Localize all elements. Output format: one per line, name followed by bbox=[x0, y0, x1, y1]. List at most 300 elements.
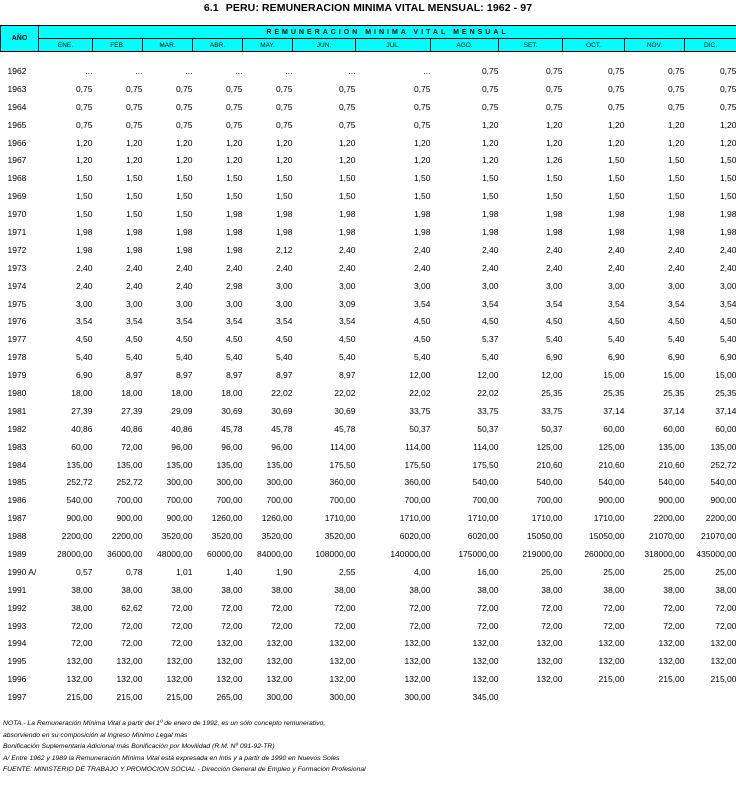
year-cell: 1995 bbox=[7, 656, 27, 667]
value-cell: 72,00 bbox=[121, 620, 143, 631]
value-cell: 1,98 bbox=[75, 226, 93, 237]
value-cell: 1,50 bbox=[338, 173, 356, 184]
value-cell: 1,98 bbox=[225, 226, 243, 237]
value-cell: 132,00 bbox=[266, 674, 293, 685]
value-cell: 40,86 bbox=[71, 423, 93, 434]
year-cell: 1982 bbox=[7, 423, 27, 434]
value-cell: 210,60 bbox=[658, 459, 685, 470]
value-cell: 1,50 bbox=[667, 173, 685, 184]
year-cell: 1974 bbox=[7, 280, 27, 291]
value-cell: 3,00 bbox=[719, 280, 736, 291]
value-cell: 215,00 bbox=[598, 674, 625, 685]
value-cell: 1,20 bbox=[413, 155, 431, 166]
value-cell: 4,50 bbox=[719, 316, 736, 327]
value-cell: 1,90 bbox=[275, 566, 293, 577]
year-cell: 1971 bbox=[7, 226, 27, 237]
value-cell: 5,40 bbox=[667, 334, 685, 345]
value-cell: 1,98 bbox=[413, 226, 431, 237]
value-cell: 38,00 bbox=[334, 584, 356, 595]
value-cell: 900,00 bbox=[166, 513, 193, 524]
value-cell: 27,39 bbox=[121, 405, 143, 416]
value-cell: 1,98 bbox=[125, 226, 143, 237]
value-cell: 50,37 bbox=[541, 423, 563, 434]
value-cell: 3,54 bbox=[338, 316, 356, 327]
table-row bbox=[1, 688, 736, 706]
year-cell: 1983 bbox=[7, 441, 27, 452]
value-cell: ... bbox=[85, 65, 93, 76]
table-row bbox=[1, 348, 736, 366]
value-cell: 1,50 bbox=[125, 209, 143, 220]
value-cell: 132,00 bbox=[216, 656, 243, 667]
value-cell: 3,54 bbox=[75, 316, 93, 327]
value-cell: 8,97 bbox=[125, 370, 143, 381]
value-cell: 38,00 bbox=[409, 584, 431, 595]
value-cell: 1,40 bbox=[225, 566, 243, 577]
table-row bbox=[1, 670, 736, 688]
value-cell: 132,00 bbox=[66, 674, 93, 685]
year-cell: 1993 bbox=[7, 620, 27, 631]
year-cell: 1963 bbox=[7, 83, 27, 94]
value-cell: 5,40 bbox=[481, 352, 499, 363]
value-cell: 300,00 bbox=[166, 477, 193, 488]
table-row bbox=[1, 635, 736, 653]
value-cell: 38,00 bbox=[663, 584, 685, 595]
value-cell: 22,02 bbox=[271, 387, 293, 398]
value-cell: 132,00 bbox=[658, 656, 685, 667]
table-row bbox=[1, 187, 736, 205]
value-cell: 1,20 bbox=[75, 137, 93, 148]
value-cell: 700,00 bbox=[266, 495, 293, 506]
value-cell: 2,40 bbox=[125, 262, 143, 273]
value-cell: 2,40 bbox=[338, 244, 356, 255]
value-cell: 3,00 bbox=[338, 280, 356, 291]
value-cell: 300,00 bbox=[329, 692, 356, 703]
value-cell: 2,40 bbox=[719, 262, 736, 273]
value-cell bbox=[685, 688, 736, 706]
value-cell: 300,00 bbox=[266, 477, 293, 488]
value-cell: 540,00 bbox=[536, 477, 563, 488]
value-cell: 18,00 bbox=[121, 387, 143, 398]
value-cell: 0,75 bbox=[545, 101, 563, 112]
value-cell: 72,00 bbox=[603, 620, 625, 631]
value-cell: 40,86 bbox=[121, 423, 143, 434]
value-cell: 22,02 bbox=[334, 387, 356, 398]
value-cell: 0,75 bbox=[667, 101, 685, 112]
value-cell: 4,50 bbox=[275, 334, 293, 345]
value-cell: 0,75 bbox=[338, 83, 356, 94]
value-cell: 0,75 bbox=[175, 83, 193, 94]
value-cell: 2200,00 bbox=[61, 531, 93, 542]
value-cell: 60,00 bbox=[715, 423, 736, 434]
value-cell: 30,69 bbox=[271, 405, 293, 416]
table-row bbox=[1, 98, 736, 116]
value-cell: 318000,00 bbox=[644, 548, 685, 559]
table-row bbox=[1, 652, 736, 670]
value-cell: 135,00 bbox=[66, 459, 93, 470]
value-cell: 1,98 bbox=[667, 209, 685, 220]
value-cell: 252,72 bbox=[66, 477, 93, 488]
value-cell: ... bbox=[235, 65, 243, 76]
value-cell: 132,00 bbox=[472, 674, 499, 685]
value-cell: 1,50 bbox=[75, 209, 93, 220]
table-row bbox=[1, 62, 736, 80]
value-cell: 1,20 bbox=[175, 155, 193, 166]
value-cell: 3520,00 bbox=[324, 531, 356, 542]
value-cell: 135,00 bbox=[710, 441, 736, 452]
value-cell: 4,50 bbox=[338, 334, 356, 345]
value-cell: 6020,00 bbox=[467, 531, 499, 542]
value-cell: 132,00 bbox=[66, 656, 93, 667]
value-cell: 1,50 bbox=[719, 155, 736, 166]
value-cell: 3,54 bbox=[413, 298, 431, 309]
table-row bbox=[1, 223, 736, 241]
value-cell: 0,75 bbox=[607, 65, 625, 76]
value-cell: 540,00 bbox=[658, 477, 685, 488]
table-row bbox=[1, 527, 736, 545]
value-cell: 38,00 bbox=[171, 584, 193, 595]
table-row bbox=[1, 491, 736, 509]
table-row bbox=[1, 116, 736, 134]
value-cell: 72,00 bbox=[121, 441, 143, 452]
value-cell: 2,40 bbox=[125, 280, 143, 291]
value-cell: 45,78 bbox=[271, 423, 293, 434]
value-cell: 132,00 bbox=[166, 674, 193, 685]
value-cell: 1,50 bbox=[338, 191, 356, 202]
value-cell: 1,98 bbox=[719, 226, 736, 237]
month-header: FEB. bbox=[93, 39, 143, 52]
value-cell: 60,00 bbox=[603, 423, 625, 434]
value-cell: 2,40 bbox=[413, 244, 431, 255]
table-row bbox=[1, 420, 736, 438]
value-cell: 435000,00 bbox=[696, 548, 736, 559]
value-cell: 72,00 bbox=[121, 638, 143, 649]
value-cell: 37,14 bbox=[603, 405, 625, 416]
value-cell: 125,00 bbox=[536, 441, 563, 452]
value-cell: 132,00 bbox=[266, 656, 293, 667]
value-cell: 1,50 bbox=[175, 209, 193, 220]
footnotes bbox=[3, 718, 366, 776]
value-cell: 3,00 bbox=[125, 298, 143, 309]
value-cell: 25,35 bbox=[541, 387, 563, 398]
value-cell: 3,54 bbox=[667, 298, 685, 309]
value-cell: 1,50 bbox=[275, 173, 293, 184]
value-cell: 700,00 bbox=[329, 495, 356, 506]
value-cell: 2,98 bbox=[225, 280, 243, 291]
month-header: ENE. bbox=[39, 39, 93, 52]
value-cell: 5,40 bbox=[275, 352, 293, 363]
value-cell: 140000,00 bbox=[390, 548, 431, 559]
value-cell: 0,75 bbox=[481, 83, 499, 94]
value-cell: 114,00 bbox=[330, 441, 356, 452]
value-cell: 50,37 bbox=[409, 423, 431, 434]
value-cell: 108000,00 bbox=[315, 548, 356, 559]
value-cell: 6,90 bbox=[545, 352, 563, 363]
year-column-header: AÑO bbox=[1, 26, 39, 52]
value-cell: 18,00 bbox=[221, 387, 243, 398]
value-cell: 3,00 bbox=[413, 280, 431, 291]
year-cell: 1964 bbox=[7, 101, 27, 112]
value-cell: 900,00 bbox=[116, 513, 143, 524]
value-cell: 3,54 bbox=[607, 298, 625, 309]
value-cell: 6,90 bbox=[607, 352, 625, 363]
value-cell: 132,00 bbox=[536, 656, 563, 667]
value-cell: 4,50 bbox=[413, 334, 431, 345]
value-cell: 6,90 bbox=[719, 352, 736, 363]
value-cell: 132,00 bbox=[116, 656, 143, 667]
value-cell: 132,00 bbox=[404, 656, 431, 667]
value-cell: 252,72 bbox=[710, 459, 736, 470]
value-cell: 38,00 bbox=[477, 584, 499, 595]
value-cell: 2200,00 bbox=[705, 513, 736, 524]
value-cell: 3,00 bbox=[275, 298, 293, 309]
value-cell: 1,98 bbox=[545, 209, 563, 220]
value-cell: 15,00 bbox=[663, 370, 685, 381]
year-cell: 1979 bbox=[7, 370, 27, 381]
page-title bbox=[0, 2, 736, 14]
value-cell: 1,98 bbox=[175, 226, 193, 237]
value-cell: 40,86 bbox=[171, 423, 193, 434]
value-cell: 1,50 bbox=[225, 191, 243, 202]
value-cell: 132,00 bbox=[598, 638, 625, 649]
value-cell: 1,20 bbox=[481, 155, 499, 166]
value-cell: 72,00 bbox=[221, 620, 243, 631]
value-cell: 1710,00 bbox=[467, 513, 499, 524]
value-cell: 72,00 bbox=[715, 620, 736, 631]
value-cell: 12,00 bbox=[409, 370, 431, 381]
value-cell: 219000,00 bbox=[522, 548, 563, 559]
value-cell: 0,75 bbox=[125, 101, 143, 112]
value-cell: 135,00 bbox=[166, 459, 193, 470]
value-cell: 135,00 bbox=[266, 459, 293, 470]
value-cell: 60000,00 bbox=[207, 548, 243, 559]
value-cell: 0,78 bbox=[125, 566, 143, 577]
table-row bbox=[1, 366, 736, 384]
value-cell: 30,69 bbox=[334, 405, 356, 416]
value-cell: 2,40 bbox=[545, 262, 563, 273]
value-cell: 700,00 bbox=[472, 495, 499, 506]
value-cell: 25,00 bbox=[603, 566, 625, 577]
value-cell: 2,40 bbox=[481, 244, 499, 255]
value-cell: 132,00 bbox=[216, 638, 243, 649]
year-cell: 1968 bbox=[7, 173, 27, 184]
note-line: FUENTE: MINISTERIO DE TRABAJO Y PROMOCION SOCIAL - Dirección General de Empleo y Formación Profesional bbox=[3, 766, 366, 773]
value-cell: 0,75 bbox=[719, 65, 736, 76]
value-cell: 0,75 bbox=[667, 65, 685, 76]
value-cell: 3,09 bbox=[338, 298, 356, 309]
value-cell: 72,00 bbox=[334, 602, 356, 613]
value-cell: 1,98 bbox=[481, 226, 499, 237]
table-row bbox=[1, 277, 736, 295]
value-cell: 0,75 bbox=[413, 119, 431, 130]
month-header: MAY. bbox=[243, 39, 293, 52]
value-cell: 1,98 bbox=[413, 209, 431, 220]
table-row bbox=[1, 312, 736, 330]
value-cell: 1,20 bbox=[607, 119, 625, 130]
value-cell: 132,00 bbox=[116, 674, 143, 685]
year-cell: 1985 bbox=[7, 477, 27, 488]
value-cell: 38,00 bbox=[603, 584, 625, 595]
value-cell: 1,98 bbox=[125, 244, 143, 255]
value-cell: 1,98 bbox=[338, 226, 356, 237]
table-row bbox=[1, 563, 736, 581]
value-cell: 8,97 bbox=[275, 370, 293, 381]
value-cell: 4,50 bbox=[125, 334, 143, 345]
value-cell: 27,39 bbox=[71, 405, 93, 416]
value-cell: 2,40 bbox=[338, 262, 356, 273]
value-cell: 21070,00 bbox=[649, 531, 685, 542]
value-cell: 700,00 bbox=[166, 495, 193, 506]
value-cell: 1,98 bbox=[275, 209, 293, 220]
value-cell: 72,00 bbox=[541, 602, 563, 613]
value-cell: 15050,00 bbox=[589, 531, 625, 542]
value-cell: 132,00 bbox=[329, 674, 356, 685]
value-cell: 215,00 bbox=[116, 692, 143, 703]
year-cell: 1994 bbox=[7, 638, 27, 649]
value-cell: 2,12 bbox=[275, 244, 293, 255]
value-cell: 2,40 bbox=[607, 244, 625, 255]
month-header: MAR. bbox=[143, 39, 193, 52]
value-cell: 5,40 bbox=[338, 352, 356, 363]
note-line: A/ Entre 1962 y 1989 la Remuneración Mínima Vital está expresada en Intis y a partir de 1990 en Nuevos Soles bbox=[3, 754, 340, 762]
table-row bbox=[1, 384, 736, 402]
value-cell: 175,50 bbox=[472, 459, 499, 470]
table-title: PERU: REMUNERACION MINIMA VITAL MENSUAL: 1962 - 97 bbox=[225, 2, 533, 14]
value-cell: 1,50 bbox=[607, 173, 625, 184]
value-cell: 2200,00 bbox=[111, 531, 143, 542]
value-cell: 2,40 bbox=[481, 262, 499, 273]
value-cell: 15,00 bbox=[603, 370, 625, 381]
value-cell: 25,35 bbox=[715, 387, 736, 398]
value-cell: 8,97 bbox=[225, 370, 243, 381]
value-cell: 215,00 bbox=[166, 692, 193, 703]
value-cell: 16,00 bbox=[477, 566, 499, 577]
value-cell: 25,00 bbox=[715, 566, 736, 577]
value-cell: 132,00 bbox=[404, 674, 431, 685]
value-cell: 60,00 bbox=[663, 423, 685, 434]
value-cell: 72,00 bbox=[409, 602, 431, 613]
year-cell: 1984 bbox=[7, 459, 27, 470]
table-row bbox=[1, 169, 736, 187]
value-cell: 6,90 bbox=[667, 352, 685, 363]
value-cell: 135,00 bbox=[658, 441, 685, 452]
value-cell: 72,00 bbox=[171, 620, 193, 631]
value-cell: 1,98 bbox=[175, 244, 193, 255]
table-row bbox=[1, 473, 736, 491]
value-cell: 2200,00 bbox=[653, 513, 685, 524]
value-cell: 28000,00 bbox=[57, 548, 93, 559]
value-cell: 37,14 bbox=[663, 405, 685, 416]
value-cell: 5,40 bbox=[125, 352, 143, 363]
value-cell: 8,97 bbox=[175, 370, 193, 381]
value-cell: 4,50 bbox=[413, 316, 431, 327]
value-cell: 132,00 bbox=[166, 656, 193, 667]
value-cell: 132,00 bbox=[266, 638, 293, 649]
value-cell: ... bbox=[423, 65, 431, 76]
month-header-row bbox=[1, 39, 736, 52]
value-cell: 1,50 bbox=[413, 191, 431, 202]
value-cell: 3,54 bbox=[719, 298, 736, 309]
value-cell: 25,00 bbox=[663, 566, 685, 577]
value-cell: 300,00 bbox=[216, 477, 243, 488]
month-header: JUL. bbox=[356, 39, 431, 52]
value-cell: 132,00 bbox=[404, 638, 431, 649]
value-cell: 265,00 bbox=[216, 692, 243, 703]
value-cell: 60,00 bbox=[71, 441, 93, 452]
value-cell: 300,00 bbox=[404, 692, 431, 703]
value-cell: 45,78 bbox=[221, 423, 243, 434]
value-cell: 12,00 bbox=[477, 370, 499, 381]
value-cell: 2,40 bbox=[275, 262, 293, 273]
value-cell: 135,00 bbox=[216, 459, 243, 470]
value-cell: 22,02 bbox=[409, 387, 431, 398]
value-cell: 1710,00 bbox=[399, 513, 431, 524]
value-cell: 135,00 bbox=[116, 459, 143, 470]
value-cell: 5,40 bbox=[719, 334, 736, 345]
value-cell: 1,98 bbox=[607, 226, 625, 237]
value-cell: 1,50 bbox=[225, 173, 243, 184]
table-row bbox=[1, 599, 736, 617]
value-cell: ... bbox=[185, 65, 193, 76]
value-cell: 6020,00 bbox=[399, 531, 431, 542]
value-cell: 3,54 bbox=[545, 298, 563, 309]
year-cell: 1965 bbox=[7, 119, 27, 130]
value-cell: 38,00 bbox=[121, 584, 143, 595]
value-cell: 5,40 bbox=[75, 352, 93, 363]
value-cell: 25,00 bbox=[541, 566, 563, 577]
value-cell: 6,90 bbox=[75, 370, 93, 381]
value-cell: 3,54 bbox=[175, 316, 193, 327]
value-cell: 2,40 bbox=[75, 280, 93, 291]
value-cell: 1,50 bbox=[607, 191, 625, 202]
value-cell: 1,20 bbox=[338, 137, 356, 148]
value-cell: 96,00 bbox=[271, 441, 293, 452]
value-cell: 4,50 bbox=[667, 316, 685, 327]
year-cell: 1986 bbox=[7, 495, 27, 506]
value-cell: 50,37 bbox=[477, 423, 499, 434]
value-cell: 21070,00 bbox=[701, 531, 736, 542]
year-cell: 1967 bbox=[7, 155, 27, 166]
value-cell: 215,00 bbox=[66, 692, 93, 703]
value-cell: 260000,00 bbox=[584, 548, 625, 559]
value-cell: 3,54 bbox=[125, 316, 143, 327]
value-cell: 2,40 bbox=[667, 262, 685, 273]
value-cell: 114,00 bbox=[473, 441, 499, 452]
value-cell: 38,00 bbox=[71, 584, 93, 595]
month-header: DIC. bbox=[685, 39, 736, 52]
value-cell: 5,40 bbox=[607, 334, 625, 345]
value-cell: 72,00 bbox=[271, 620, 293, 631]
value-cell: 0,75 bbox=[75, 119, 93, 130]
year-cell: 1969 bbox=[7, 191, 27, 202]
value-cell: 1,20 bbox=[275, 155, 293, 166]
value-cell: 2,40 bbox=[413, 262, 431, 273]
value-cell: 1,20 bbox=[481, 119, 499, 130]
table-row bbox=[1, 581, 736, 599]
value-cell: 3,00 bbox=[225, 298, 243, 309]
value-cell: 1,50 bbox=[481, 173, 499, 184]
value-cell: 3,00 bbox=[545, 280, 563, 291]
value-cell: 0,57 bbox=[75, 566, 93, 577]
wage-table bbox=[0, 25, 736, 706]
value-cell: 3,54 bbox=[481, 298, 499, 309]
value-cell: 1,20 bbox=[413, 137, 431, 148]
value-cell: 900,00 bbox=[658, 495, 685, 506]
value-cell: 1,20 bbox=[667, 137, 685, 148]
table-row bbox=[1, 617, 736, 635]
value-cell: 0,75 bbox=[225, 83, 243, 94]
value-cell: 3520,00 bbox=[211, 531, 243, 542]
value-cell: 132,00 bbox=[329, 656, 356, 667]
